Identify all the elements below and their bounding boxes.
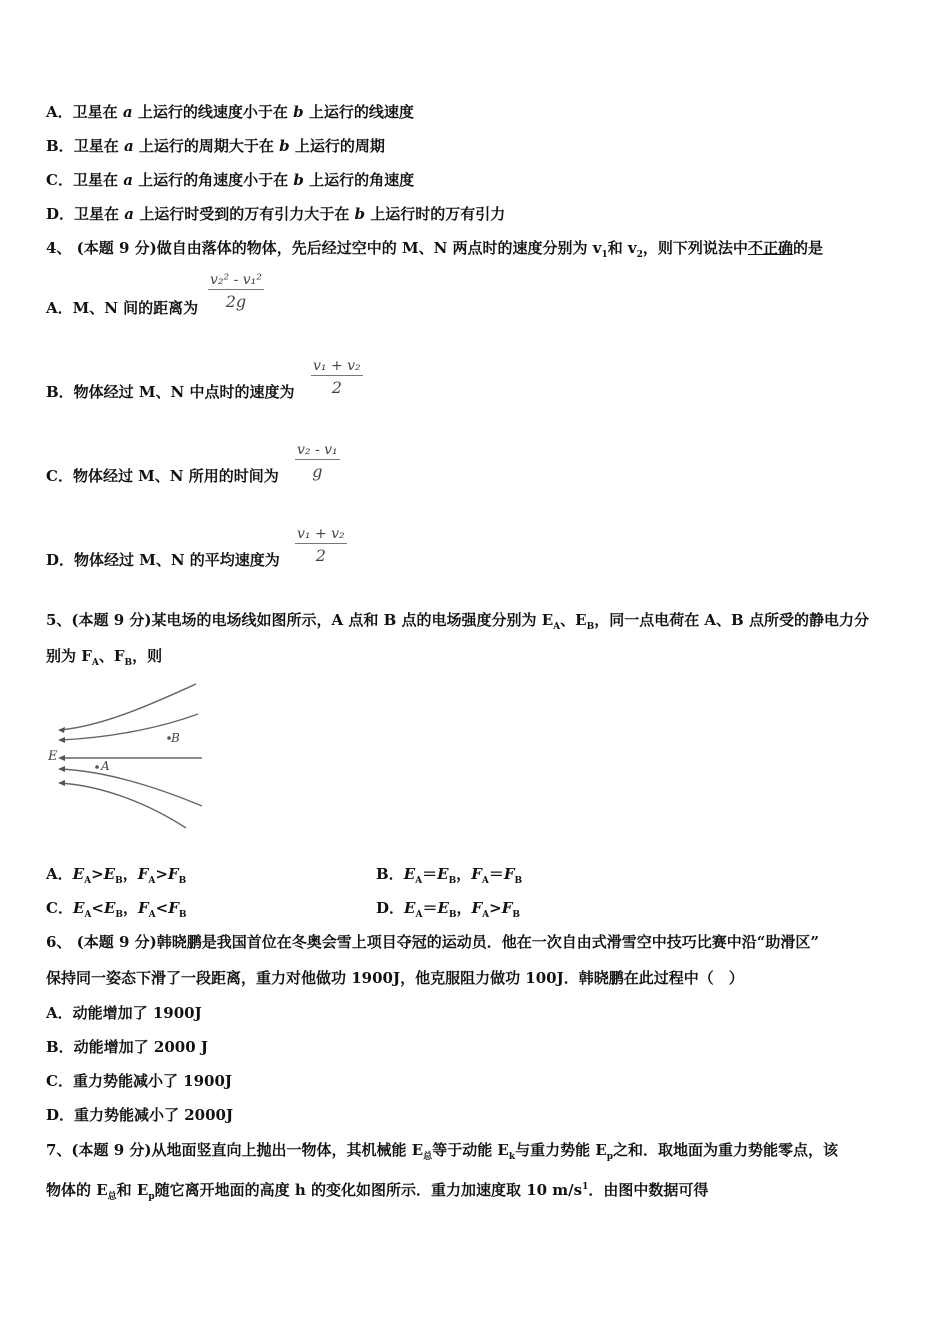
fraction-denominator: 2 [315,546,326,565]
q6-stem-line1: 6、 (本题 9 分)韩晓鹏是我国首位在冬奥会雪上项目夺冠的运动员．他在一次自由式滑雪空中技巧比赛中沿“助滑区” [46,933,819,951]
field-line-1 [60,684,196,730]
arrow-head-5 [58,780,65,786]
q6-option-c: C．重力势能减小了 1900J [46,1072,233,1090]
electric-field-diagram [44,678,214,836]
q4-fraction-b [311,358,363,397]
label-a: A [101,759,110,773]
q4-option-c: C．物体经过 M、N 所用的时间为 [46,467,279,485]
q3-option-d: D．卫星在 a 上运行时受到的万有引力大于在 b 上运行时的万有引力 [46,205,506,223]
q4-fraction-d [295,526,347,565]
fraction-denominator: g [312,462,323,481]
arrow-head-3 [58,755,65,761]
arrow-head-4 [58,766,65,772]
fraction-numerator: v₂² - v₁² [210,272,262,288]
q6-option-a: A．动能增加了 1900J [46,1004,202,1022]
q5-option-a: A．$E_A>E_B$，$F_A>F_B$ [46,865,187,886]
q4-option-d: D．物体经过 M、N 的平均速度为 [46,551,280,569]
q3-option-b: B．卫星在 a 上运行的周期大于在 b 上运行的周期 [46,137,385,155]
q4-fraction-c [295,442,340,481]
q5-option-b: B．$E_A=E_B$，$F_A=F_B$ [376,865,523,886]
fraction-numerator: v₁ + v₂ [313,358,361,374]
point-a-dot [95,765,99,769]
q6-option-b: B．动能增加了 2000 J [46,1038,208,1056]
q5-option-d: D．$E_A=E_B$，$F_A>F_B$ [376,899,520,920]
fraction-denominator: 2 [331,378,342,397]
q3-option-a: A．卫星在 a 上运行的线速度小于在 b 上运行的线速度 [46,103,414,121]
q4-fraction-a [208,272,264,311]
q5-stem-line1: 5、(本题 9 分)某电场的电场线如图所示，A 点和 B 点的电场强度分别为 $E_A$、$E_B$，同一点电荷在 A、B 点所受的静电力分 [46,611,869,632]
arrow-head-1 [58,727,65,733]
q7-stem-line2: 物体的 $E_总$和 $E_p$随它离开地面的高度 h 的变化如图所示．重力加速度取 10 $m/s^1$．由图中数据可得 [46,1181,709,1202]
q4-option-b: B．物体经过 M、N 中点时的速度为 [46,383,295,401]
q4-stem: 4、 (本题 9 分)做自由落体的物体，先后经过空中的 M、N 两点时的速度分别为 $v_1$和 $v_2$，则下列说法中不正确的是 [46,239,823,260]
field-line-5 [60,783,186,828]
fraction-denominator: 2g [225,292,247,311]
q6-stem-line2: 保持同一姿态下滑了一段距离，重力对他做功 1900J，他克服阻力做功 100J．韩晓鹏在此过程中（ ） [46,969,744,987]
q5-stem-line2: 别为 $F_A$、$F_B$，则 [46,647,163,668]
q5-option-c: C．$E_A<E_B$，$F_A<F_B$ [46,899,187,920]
label-b: B [171,731,180,745]
field-line-4 [60,769,202,806]
q4-option-a: A．M、N 间的距离为 [46,299,199,317]
q6-option-d: D．重力势能减小了 2000J [46,1106,234,1124]
label-e: E [48,749,58,764]
fraction-numerator: v₁ + v₂ [297,526,345,542]
q7-stem-line1: 7、(本题 9 分)从地面竖直向上抛出一物体，其机械能 $E_总$等于动能 $E_k$与重力势能 $E_p$之和．取地面为重力势能零点，该 [46,1141,839,1162]
q3-option-c: C．卫星在 a 上运行的角速度小于在 b 上运行的角速度 [46,171,415,189]
arrow-head-2 [58,737,65,743]
fraction-numerator: v₂ - v₁ [297,442,338,458]
